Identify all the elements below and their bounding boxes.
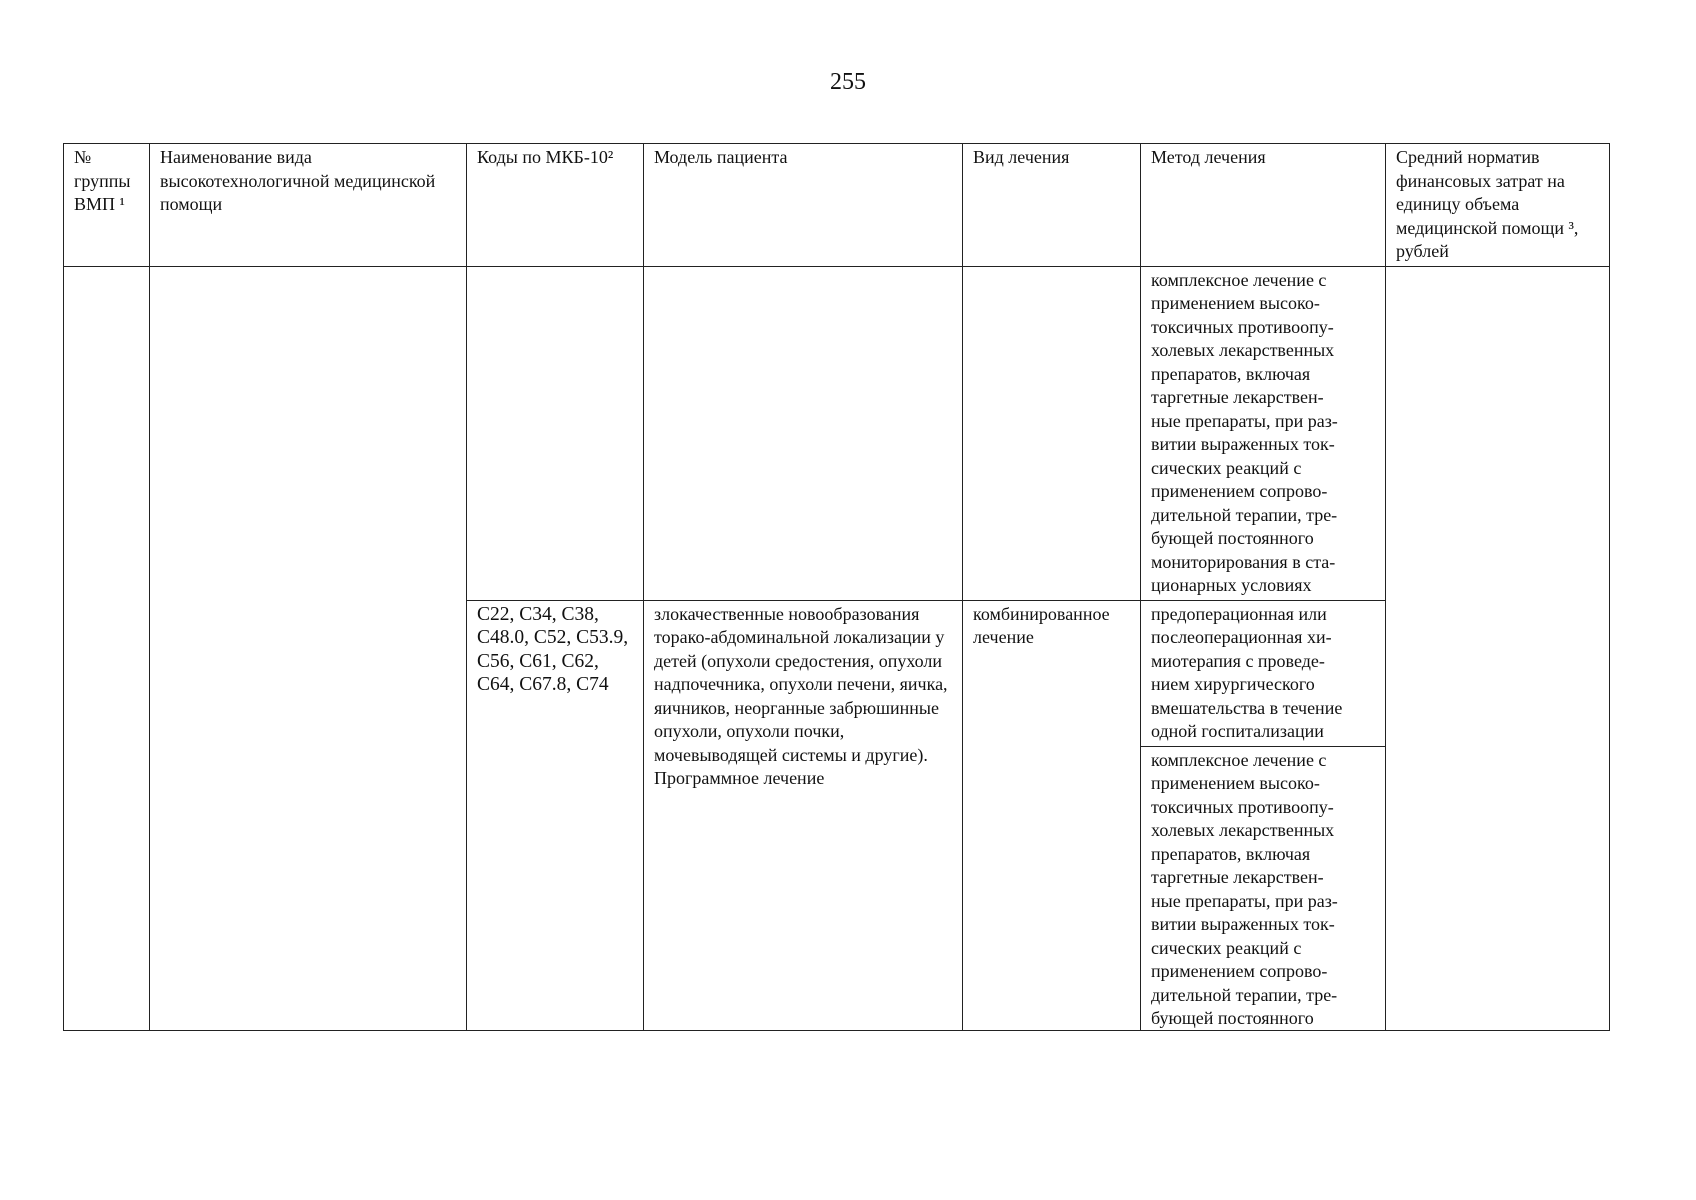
header-treatment-method: Метод лечения — [1141, 144, 1386, 267]
cell-patient-model: злокачественные новообразования торако-абдоминальной локализации у детей (опухоли средостения, опухоли надпочечника, опухоли печени, яичка, яичников, неорганные забрюшинные опухоли, опухоли почки, мочевыводящей системы и другие). Программное лечение — [644, 600, 963, 1030]
cell-care-type-name — [150, 266, 467, 1030]
cell-average-cost — [1386, 266, 1610, 1030]
cell-icd-codes-empty — [467, 266, 644, 600]
header-treatment-type: Вид лечения — [963, 144, 1141, 267]
header-icd-codes: Коды по МКБ-10² — [467, 144, 644, 267]
cell-icd-codes: С22, С34, С38, С48.0, С52, С53.9, С56, С61, С62, С64, С67.8, С74 — [467, 600, 644, 1030]
cell-treatment-type-empty — [963, 266, 1141, 600]
method-text: комплексное лечение с применением высоко- токсичных противоопу- холевых лекарственных препаратов, включая таргетные лекарствен- ные препараты, при раз- витии выраженных ток- сических реакций с применением сопрово- дительной терапии, тре- бующей постоянного мониторирования в ста- ционарных условиях — [1151, 269, 1338, 595]
table-row — [64, 266, 1610, 600]
cell-group-number — [64, 266, 150, 1030]
cell-treatment-method — [1141, 600, 1386, 746]
header-care-type-name: Наименование вида высокотехнологичной медицинской помощи — [150, 144, 467, 267]
cell-treatment-type: комбинированное лечение — [963, 600, 1141, 1030]
method-text: предоперационная или послеоперационная хи- миотерапия с проведе- нием хирургического вмешательства в течение одной госпитализации — [1151, 603, 1343, 741]
header-group-number: № группы ВМП ¹ — [64, 144, 150, 267]
cell-patient-model-empty — [644, 266, 963, 600]
header-patient-model: Модель пациента — [644, 144, 963, 267]
page-number: 255 — [830, 69, 866, 95]
cell-treatment-method — [1141, 746, 1386, 1030]
method-text: комплексное лечение с применением высоко- токсичных противоопу- холевых лекарственных препаратов, включая таргетные лекарствен- ные препараты, при раз- витии выраженных ток- сических реакций с применением сопрово- дительной терапии, тре- бующей постоянного — [1151, 749, 1338, 1028]
header-average-cost: Средний норматив финансовых затрат на единицу объема медицинской помощи ³, рублей — [1386, 144, 1610, 267]
table-header-row — [64, 144, 1610, 267]
vmp-table — [63, 143, 1610, 1031]
cell-treatment-method — [1141, 266, 1386, 600]
